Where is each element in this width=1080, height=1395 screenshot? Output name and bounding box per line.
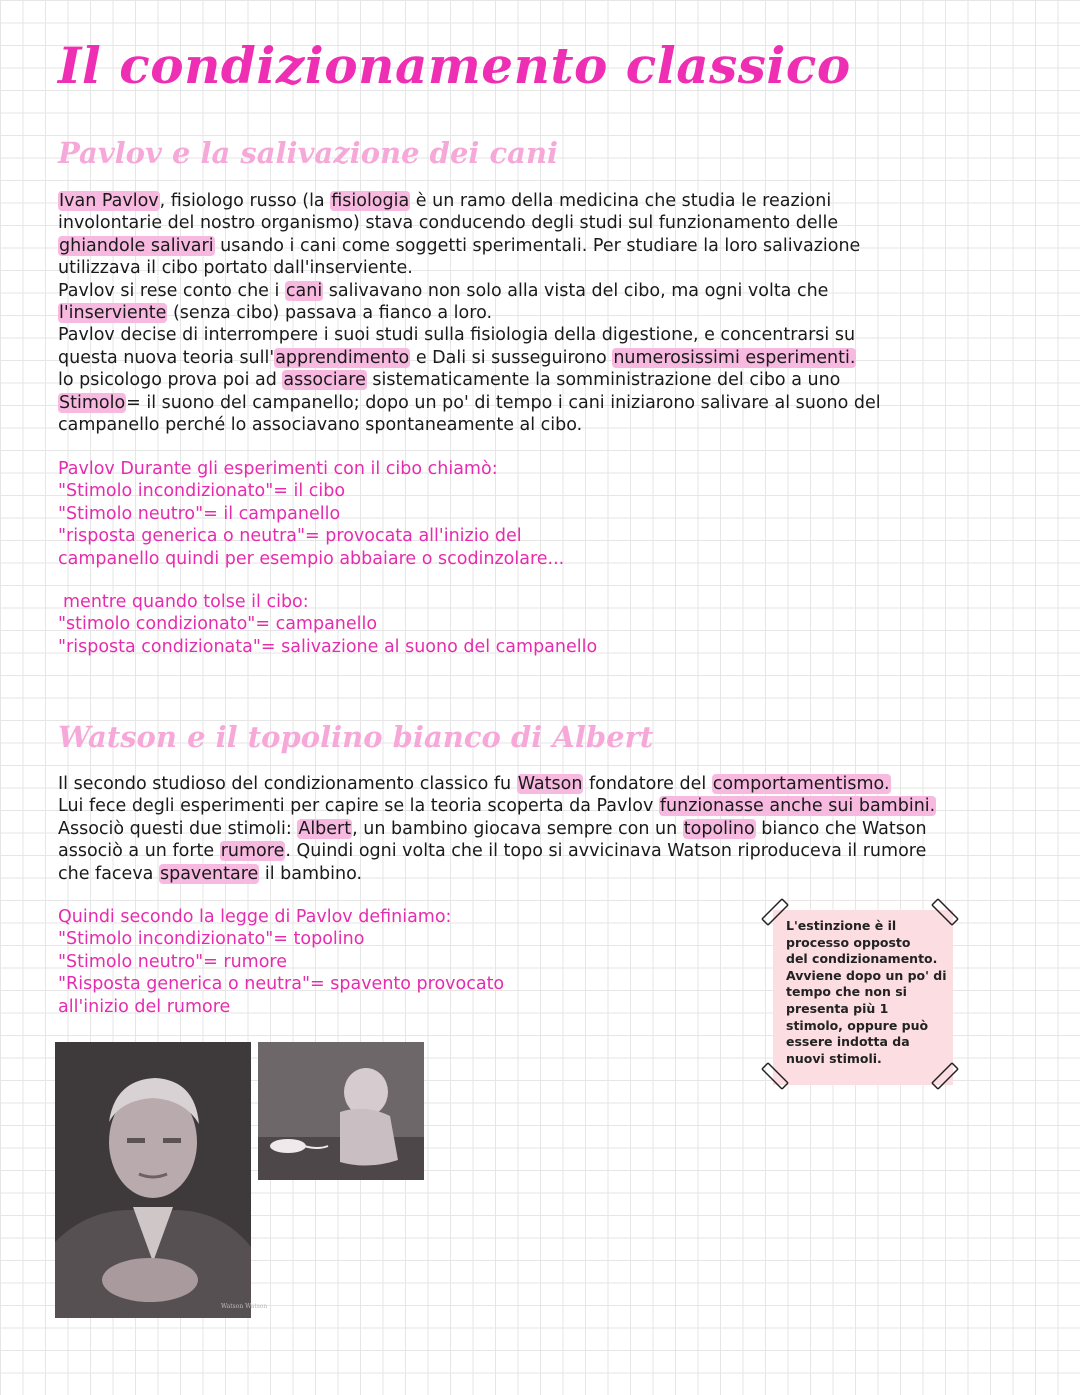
tape-corner-top-left: [758, 895, 798, 935]
text-line: [58, 280, 1048, 302]
text-line: involontarie del nostro organismo) stava conducendo degli studi sul funzionamento delle: [58, 213, 839, 234]
text: , fisiologo russo (la: [159, 191, 331, 211]
note-line: L'estinzione è il: [786, 918, 897, 933]
text: questa nuova teoria sull': [58, 347, 275, 368]
text-line: "Stimolo incondizionato"= topolino: [58, 929, 365, 950]
text-line: Quindi secondo la legge di Pavlov definiamo:: [58, 907, 452, 927]
highlight: numerosissimi esperimenti.: [613, 347, 856, 368]
text: e Dali si susseguirono: [410, 347, 613, 368]
text: Lui fece degli esperimenti per capire se la teoria scoperta da Pavlov: [58, 796, 659, 817]
highlight: cani: [285, 280, 323, 301]
note-line: stimolo, oppure può: [786, 1017, 929, 1033]
note-line: Avviene dopo un po' di: [786, 967, 947, 983]
section-heading-watson: Watson e il topolino bianco di Albert: [58, 720, 654, 754]
text: Associò questi due stimoli:: [58, 818, 298, 839]
text-line: [58, 190, 1048, 212]
tape-corner-top-right: [922, 895, 962, 935]
text-line: [58, 863, 1048, 885]
signature-text: Watson Watson: [221, 1303, 268, 1310]
highlight: Albert: [298, 818, 352, 839]
highlight: fisiologia: [331, 191, 410, 211]
text: salivavano non solo alla vista del cibo, ma ogni volta che: [323, 280, 829, 301]
text: Pavlov si rese conto che i: [58, 280, 285, 301]
pavlov-definitions: [58, 458, 1048, 570]
text-line: [58, 795, 1048, 817]
text: sistematicamente la somministrazione del cibo a uno: [366, 370, 841, 391]
highlight: Watson: [517, 774, 583, 794]
tape-corner-bottom-left: [758, 1055, 798, 1095]
pavlov-conditioned-definitions: [58, 591, 1048, 658]
text: , un bambino giocava sempre con un: [352, 818, 683, 839]
albert-photo: [258, 1042, 424, 1180]
text: . Quindi ogni volta che il topo si avvicinava Watson riproduceva il rumore: [285, 841, 927, 862]
text-line: [58, 840, 1048, 862]
tape-corner-bottom-right: [922, 1055, 962, 1095]
text-line: "Risposta generica o neutra"= spavento provocato: [58, 974, 505, 995]
text: usando i cani come soggetti sperimentali. Per studiare la loro salivazione: [214, 235, 861, 256]
text-line: Pavlov Durante gli esperimenti con il cibo chiamò:: [58, 459, 498, 479]
text-line: utilizzava il cibo portato dall'inserviente.: [58, 258, 413, 279]
highlight: topolino: [683, 818, 755, 839]
text-line: [58, 369, 1048, 391]
highlight: Stimolo: [59, 392, 126, 413]
text-line: "risposta generica o neutra"= provocata all'inizio del: [58, 526, 522, 547]
note-line: essere indotta da: [786, 1034, 910, 1050]
text-line: "Stimolo neutro"= rumore: [58, 951, 287, 972]
highlight: funzionasse anche sui bambini.: [659, 796, 936, 817]
watson-definitions: [58, 906, 758, 1018]
highlight: l'inserviente: [59, 303, 167, 324]
watson-photo: [55, 1042, 268, 1318]
text-line: [58, 773, 1048, 795]
highlight: associare: [283, 370, 366, 391]
section-heading-pavlov: Pavlov e la salivazione dei cani: [58, 136, 559, 170]
text: il bambino.: [259, 863, 363, 884]
watson-paragraph: [58, 773, 1048, 885]
text: che faceva: [58, 863, 159, 884]
highlight: ghiandole salivari: [59, 235, 214, 256]
text-line: [58, 235, 1048, 257]
note-line: del condizionamento.: [786, 951, 938, 967]
text: fondatore del: [583, 774, 712, 794]
note-line: tempo che non si: [786, 984, 907, 1000]
text-line: "Stimolo neutro"= il campanello: [58, 503, 341, 524]
text-line: [58, 302, 1048, 324]
highlight: rumore: [220, 841, 285, 862]
highlight: spaventare: [159, 863, 259, 884]
text: Il secondo studioso del condizionamento classico fu: [58, 774, 517, 794]
text: associò a un forte: [58, 841, 220, 862]
text-line: "Stimolo incondizionato"= il cibo: [58, 481, 346, 502]
text-line: campanello quindi per esempio abbaiare o scodinzolare...: [58, 548, 565, 569]
text-line: Pavlov decise di interrompere i suoi studi sulla fisiologia della digestione, e concentrarsi su: [58, 325, 856, 346]
page-title: Il condizionamento classico: [58, 36, 851, 95]
text: è un ramo della medicina che studia le reazioni: [410, 191, 832, 211]
text: lo psicologo prova poi ad: [58, 370, 283, 391]
text-line: "stimolo condizionato"= campanello: [58, 614, 378, 635]
note-line: presenta più 1: [786, 1000, 889, 1016]
note-line: processo opposto: [786, 934, 911, 950]
highlight: Ivan Pavlov: [59, 191, 159, 211]
extinction-note-text: [786, 918, 946, 1067]
text-line: [58, 818, 1048, 840]
text-line: all'inizio del rumore: [58, 996, 231, 1017]
highlight: comportamentismo.: [712, 774, 890, 794]
text: bianco che Watson: [755, 818, 927, 839]
text: = il suono del campanello; dopo un po' di tempo i cani iniziarono salivare al suono del: [126, 392, 881, 413]
albert-image: [258, 1042, 424, 1180]
text-line: campanello perché lo associavano spontaneamente al cibo.: [58, 415, 583, 436]
highlight: apprendimento: [275, 347, 410, 368]
watson-portrait-image: [55, 1042, 268, 1318]
note-line: nuovi stimoli.: [786, 1050, 882, 1066]
text-line: [58, 347, 1048, 369]
text-line: "risposta condizionata"= salivazione al suono del campanello: [58, 636, 598, 657]
text: (senza cibo) passava a fianco a loro.: [167, 303, 493, 324]
text-line: mentre quando tolse il cibo:: [63, 592, 309, 612]
text-line: [58, 392, 1048, 414]
pavlov-paragraph: [58, 190, 1048, 436]
